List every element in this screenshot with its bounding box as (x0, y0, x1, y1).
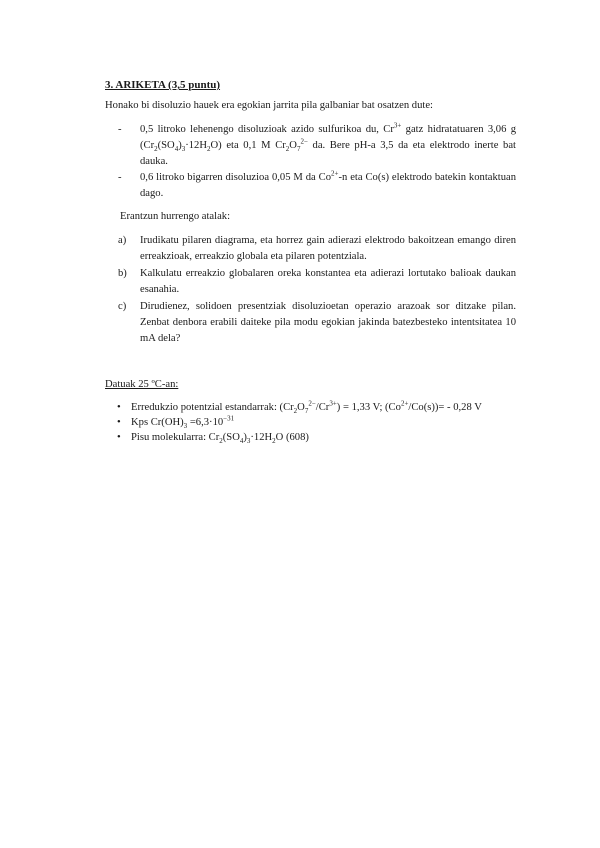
dash-marker: - (118, 172, 122, 183)
dash-marker: - (118, 124, 122, 135)
exercise-title: 3. ARIKETA (3,5 puntu) (105, 79, 221, 91)
intro-text: Honako bi disoluzio hauek era egokian jarrita pila galbaniar bat osatzen dute: (105, 100, 433, 111)
data-heading: Datuak 25 ºC-an: (105, 379, 179, 390)
question-marker: a) (118, 235, 127, 246)
question-marker: b) (118, 268, 127, 279)
question-text: Irudikatu pilaren diagrama, eta horrez gain adierazi elektrodo bakoitzean emango diren erreakzioak, erreakzio globala eta pilaren potentziala. (140, 235, 516, 262)
data-item-kps: • Kps $Cr(OH)_3 =6,3\cdot 10^{-31}$ (117, 414, 235, 431)
data-list (117, 400, 537, 445)
bullet-icon: • (117, 402, 121, 413)
solution-list (118, 122, 516, 202)
solution-item-2: - 0,6 litroko bigarren disoluzioa 0,05 M da $Co^{2+}-n$ eta Co(s) elektrodo batekin kontaktuan dago. (118, 169, 517, 199)
solution-item-1: - 0,5 litroko lehenengo disoluzioak azido sulfurikoa du, $Cr^{3+}$ gatz hidratatuaren 3,06 g $(Cr_2(SO_4)_3\cdot 12H_2O)$ eta 0,1 M $Cr_2O_7^{2-}$ da. Bere pH-a 3,5 da eta elektrodo inerte bat dauka. (118, 121, 516, 167)
data-item-potentials: • Erredukzio potentzial estandarrak: $(Cr_2O_7^{2-}/Cr^{3+}) = 1,33$ V; $(Co^{2+}/Co(s))= - 0,28$ V (117, 399, 482, 416)
question-marker: c) (118, 301, 127, 312)
data-item-molar-mass: • Pisu molekularra: $Cr_2(SO_4)_3\cdot 12H_2O$ (608) (117, 432, 309, 446)
question-b (118, 266, 516, 298)
question-text: Kalkulatu erreakzio globalaren oreka konstantea eta adierazi lortutako balioak daukan esanahia. (140, 268, 516, 295)
question-text: Dirudienez, solidoen presentziak disoluzioetan operazio arazoak sor ditzake pilan. Zenbat denbora erabili daiteke pila modu egokian jakinda batezbesteko intentsitatea 10 mA dela? (140, 301, 516, 344)
question-a (118, 233, 516, 265)
bullet-icon: • (117, 432, 121, 443)
questions-heading: Erantzun hurrengo atalak: (120, 211, 231, 222)
question-c (118, 299, 516, 347)
bullet-icon: • (117, 417, 121, 428)
questions-list (118, 233, 516, 348)
